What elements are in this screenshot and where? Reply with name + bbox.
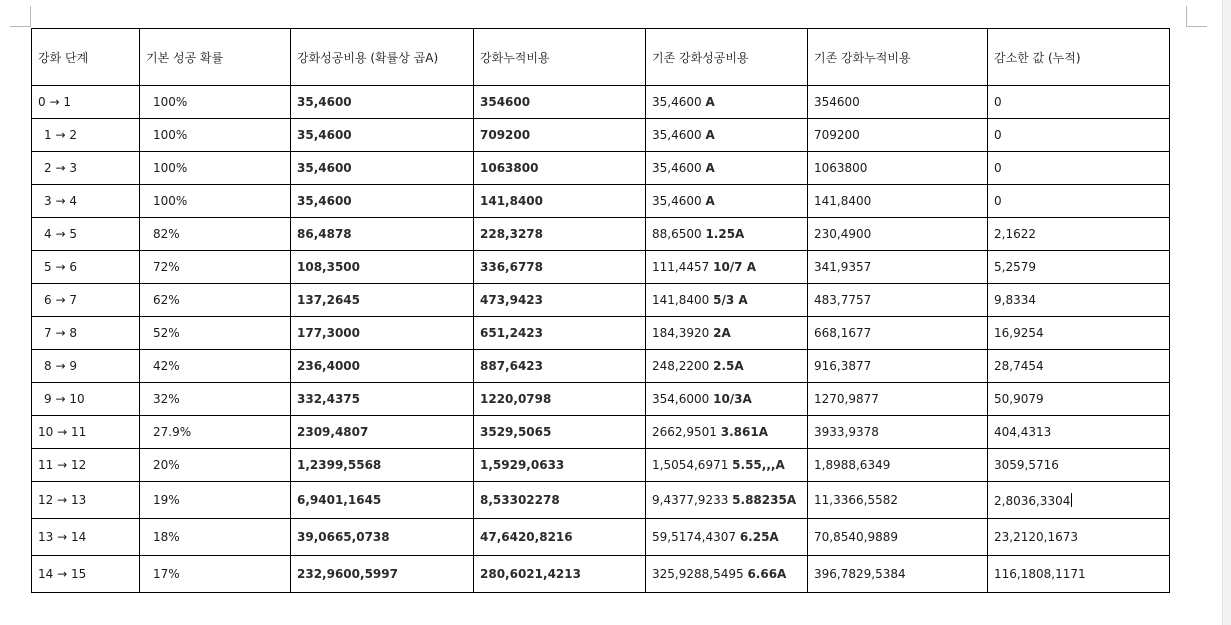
cell-success-cost[interactable]: 6,9401,1645	[291, 482, 474, 519]
cell-base-probability[interactable]: 82%	[140, 218, 291, 251]
old-cost-value: 184,3920	[652, 326, 710, 340]
cell-reduced-value[interactable]	[988, 284, 1170, 317]
cell-reduced-value[interactable]	[988, 519, 1170, 556]
old-cost-multiplier: 6.25A	[739, 530, 779, 544]
cell-cumulative-cost[interactable]: 3529,5065	[474, 416, 646, 449]
old-cost-multiplier: 2.5A	[713, 359, 744, 373]
cell-base-probability[interactable]: 72%	[140, 251, 291, 284]
cell-cumulative-cost[interactable]: 709200	[474, 119, 646, 152]
cell-cumulative-cost[interactable]: 651,2423	[474, 317, 646, 350]
cell-success-cost[interactable]: 108,3500	[291, 251, 474, 284]
old-cost-multiplier: A	[705, 194, 715, 208]
reduced-value-text: 116,1808,1171	[994, 567, 1086, 581]
cell-old-cumulative-cost[interactable]: 668,1677	[808, 317, 988, 350]
reduced-value-text: 50,9079	[994, 392, 1044, 406]
reduced-value-text: 0	[994, 194, 1002, 208]
cell-base-probability[interactable]: 100%	[140, 185, 291, 218]
cell-step[interactable]: 6 → 7	[32, 284, 140, 317]
cell-old-cumulative-cost[interactable]: 341,9357	[808, 251, 988, 284]
old-cost-value: 35,4600	[652, 128, 702, 142]
old-cost-multiplier: 1.25A	[705, 227, 745, 241]
cell-base-probability[interactable]: 32%	[140, 383, 291, 416]
old-cost-value: 141,8400	[652, 293, 710, 307]
table-row	[32, 449, 1170, 482]
cell-success-cost[interactable]: 35,4600	[291, 152, 474, 185]
old-cost-value: 9,4377,9233	[652, 493, 729, 507]
table-row	[32, 218, 1170, 251]
cell-reduced-value[interactable]	[988, 152, 1170, 185]
header-reduced-value[interactable]: 감소한 값 (누적)	[988, 29, 1170, 86]
old-cost-value: 2662,9501	[652, 425, 717, 439]
cell-base-probability[interactable]: 52%	[140, 317, 291, 350]
old-cost-value: 248,2200	[652, 359, 710, 373]
table-row	[32, 350, 1170, 383]
table-row	[32, 317, 1170, 350]
cell-old-success-cost[interactable]	[646, 251, 808, 284]
old-cost-multiplier: 3.861A	[720, 425, 768, 439]
old-cost-multiplier: A	[705, 128, 715, 142]
header-old-success-cost[interactable]: 기존 강화성공비용	[646, 29, 808, 86]
cell-step[interactable]: 3 → 4	[32, 185, 140, 218]
cell-base-probability[interactable]: 20%	[140, 449, 291, 482]
cell-step[interactable]: 9 → 10	[32, 383, 140, 416]
cell-old-success-cost[interactable]	[646, 350, 808, 383]
cell-success-cost[interactable]: 177,3000	[291, 317, 474, 350]
cell-step[interactable]: 14 → 15	[32, 556, 140, 593]
cell-old-success-cost[interactable]	[646, 416, 808, 449]
cell-reduced-value[interactable]	[988, 251, 1170, 284]
reduced-value-text: 9,8334	[994, 293, 1036, 307]
cell-success-cost[interactable]: 137,2645	[291, 284, 474, 317]
cell-old-cumulative-cost[interactable]: 1270,9877	[808, 383, 988, 416]
cell-success-cost[interactable]: 332,4375	[291, 383, 474, 416]
cell-cumulative-cost[interactable]: 228,3278	[474, 218, 646, 251]
cell-base-probability[interactable]: 42%	[140, 350, 291, 383]
cell-old-success-cost[interactable]	[646, 185, 808, 218]
cell-old-cumulative-cost[interactable]: 483,7757	[808, 284, 988, 317]
header-cumulative-cost[interactable]: 강화누적비용	[474, 29, 646, 86]
reduced-value-text: 0	[994, 161, 1002, 175]
reduced-value-text: 23,2120,1673	[994, 530, 1078, 544]
cell-old-success-cost[interactable]	[646, 317, 808, 350]
cell-cumulative-cost[interactable]: 280,6021,4213	[474, 556, 646, 593]
reduced-value-text: 16,9254	[994, 326, 1044, 340]
old-cost-multiplier: 10/7 A	[713, 260, 756, 274]
cell-success-cost[interactable]: 236,4000	[291, 350, 474, 383]
table-row	[32, 251, 1170, 284]
cell-success-cost[interactable]: 86,4878	[291, 218, 474, 251]
old-cost-value: 354,6000	[652, 392, 710, 406]
cell-old-cumulative-cost[interactable]: 709200	[808, 119, 988, 152]
table-row	[32, 383, 1170, 416]
old-cost-value: 59,5174,4307	[652, 530, 736, 544]
table-row	[32, 519, 1170, 556]
cell-base-probability[interactable]: 19%	[140, 482, 291, 519]
table-row	[32, 152, 1170, 185]
header-old-cumulative-cost[interactable]: 기존 강화누적비용	[808, 29, 988, 86]
old-cost-multiplier: 6.66A	[747, 567, 787, 581]
cell-reduced-value[interactable]	[988, 119, 1170, 152]
cell-reduced-value[interactable]	[988, 218, 1170, 251]
cell-cumulative-cost[interactable]: 1220,0798	[474, 383, 646, 416]
cell-reduced-value[interactable]	[988, 317, 1170, 350]
table-row	[32, 185, 1170, 218]
old-cost-value: 325,9288,5495	[652, 567, 744, 581]
cell-cumulative-cost[interactable]: 141,8400	[474, 185, 646, 218]
table-row	[32, 119, 1170, 152]
reduced-value-text: 0	[994, 128, 1002, 142]
old-cost-value: 1,5054,6971	[652, 458, 729, 472]
cell-reduced-value[interactable]	[988, 383, 1170, 416]
old-cost-multiplier: 10/3A	[713, 392, 752, 406]
cell-old-cumulative-cost[interactable]: 11,3366,5582	[808, 482, 988, 519]
reduced-value-text: 0	[994, 95, 1002, 109]
cell-base-probability[interactable]: 62%	[140, 284, 291, 317]
table-row	[32, 416, 1170, 449]
cell-success-cost[interactable]: 35,4600	[291, 185, 474, 218]
cell-step[interactable]: 0 → 1	[32, 86, 140, 119]
reduced-value-text: 3059,5716	[994, 458, 1059, 472]
cell-old-cumulative-cost[interactable]: 1,8988,6349	[808, 449, 988, 482]
cell-old-cumulative-cost[interactable]: 916,3877	[808, 350, 988, 383]
cell-cumulative-cost[interactable]: 1,5929,0633	[474, 449, 646, 482]
cell-old-success-cost[interactable]	[646, 519, 808, 556]
cell-cumulative-cost[interactable]: 887,6423	[474, 350, 646, 383]
old-cost-multiplier: A	[705, 161, 715, 175]
cell-base-probability[interactable]: 17%	[140, 556, 291, 593]
cell-old-success-cost[interactable]	[646, 152, 808, 185]
old-cost-value: 88,6500	[652, 227, 702, 241]
old-cost-multiplier: 2A	[713, 326, 731, 340]
cell-old-success-cost[interactable]	[646, 218, 808, 251]
cell-reduced-value[interactable]	[988, 556, 1170, 593]
cell-step[interactable]: 12 → 13	[32, 482, 140, 519]
cell-cumulative-cost[interactable]: 47,6420,8216	[474, 519, 646, 556]
cell-reduced-value[interactable]	[988, 449, 1170, 482]
reduced-value-text: 2,8036,3304	[994, 493, 1071, 508]
cell-step[interactable]: 11 → 12	[32, 449, 140, 482]
cell-old-success-cost[interactable]	[646, 556, 808, 593]
old-cost-value: 111,4457	[652, 260, 710, 274]
table-row	[32, 86, 1170, 119]
page-corner-mark-right	[1186, 6, 1207, 27]
reduced-value-text: 2,1622	[994, 227, 1036, 241]
cell-old-cumulative-cost[interactable]: 354600	[808, 86, 988, 119]
cell-old-cumulative-cost[interactable]: 141,8400	[808, 185, 988, 218]
table-row	[32, 556, 1170, 593]
cell-step[interactable]: 8 → 9	[32, 350, 140, 383]
cell-old-cumulative-cost[interactable]: 3933,9378	[808, 416, 988, 449]
old-cost-multiplier: 5/3 A	[713, 293, 748, 307]
text-cursor	[1071, 493, 1072, 507]
cell-reduced-value[interactable]	[988, 185, 1170, 218]
cell-old-cumulative-cost[interactable]: 230,4900	[808, 218, 988, 251]
cell-reduced-value[interactable]	[988, 416, 1170, 449]
cell-step[interactable]: 13 → 14	[32, 519, 140, 556]
cell-step[interactable]: 1 → 2	[32, 119, 140, 152]
header-step[interactable]: 강화 단계	[32, 29, 140, 86]
old-cost-value: 35,4600	[652, 95, 702, 109]
cell-success-cost[interactable]: 39,0665,0738	[291, 519, 474, 556]
cell-base-probability[interactable]: 100%	[140, 152, 291, 185]
cell-success-cost[interactable]: 2309,4807	[291, 416, 474, 449]
old-cost-value: 35,4600	[652, 194, 702, 208]
header-success-cost[interactable]: 강화성공비용 (확률상 곱A)	[291, 29, 474, 86]
cell-reduced-value[interactable]	[988, 482, 1170, 519]
header-base-probability[interactable]: 기본 성공 확률	[140, 29, 291, 86]
cell-old-cumulative-cost[interactable]: 396,7829,5384	[808, 556, 988, 593]
header-row	[32, 29, 1170, 86]
cell-base-probability[interactable]: 100%	[140, 86, 291, 119]
old-cost-multiplier: A	[705, 95, 715, 109]
cell-cumulative-cost[interactable]: 336,6778	[474, 251, 646, 284]
cell-reduced-value[interactable]	[988, 86, 1170, 119]
cell-success-cost[interactable]: 1,2399,5568	[291, 449, 474, 482]
cell-old-success-cost[interactable]	[646, 449, 808, 482]
reduced-value-text: 5,2579	[994, 260, 1036, 274]
cell-base-probability[interactable]: 27.9%	[140, 416, 291, 449]
cell-old-success-cost[interactable]	[646, 482, 808, 519]
cell-step[interactable]: 7 → 8	[32, 317, 140, 350]
old-cost-multiplier: 5.55,,,A	[732, 458, 785, 472]
cell-old-cumulative-cost[interactable]: 1063800	[808, 152, 988, 185]
cell-old-cumulative-cost[interactable]: 70,8540,9889	[808, 519, 988, 556]
cell-step[interactable]: 4 → 5	[32, 218, 140, 251]
page-corner-mark-left	[10, 6, 31, 27]
old-cost-multiplier: 5.88235A	[732, 493, 797, 507]
cell-step[interactable]: 5 → 6	[32, 251, 140, 284]
cell-success-cost[interactable]: 35,4600	[291, 86, 474, 119]
cell-cumulative-cost[interactable]: 8,53302278	[474, 482, 646, 519]
cell-base-probability[interactable]: 100%	[140, 119, 291, 152]
table-row	[32, 482, 1170, 519]
cell-step[interactable]: 10 → 11	[32, 416, 140, 449]
cell-success-cost[interactable]: 232,9600,5997	[291, 556, 474, 593]
cell-old-success-cost[interactable]	[646, 119, 808, 152]
enhancement-cost-table	[31, 28, 1170, 593]
reduced-value-text: 28,7454	[994, 359, 1044, 373]
cell-base-probability[interactable]: 18%	[140, 519, 291, 556]
cell-success-cost[interactable]: 35,4600	[291, 119, 474, 152]
cell-old-success-cost[interactable]	[646, 86, 808, 119]
cell-step[interactable]: 2 → 3	[32, 152, 140, 185]
cell-cumulative-cost[interactable]: 1063800	[474, 152, 646, 185]
cell-cumulative-cost[interactable]: 354600	[474, 86, 646, 119]
scrollbar-track[interactable]	[1222, 0, 1231, 625]
table-row	[32, 284, 1170, 317]
cell-reduced-value[interactable]	[988, 350, 1170, 383]
cell-cumulative-cost[interactable]: 473,9423	[474, 284, 646, 317]
table-body	[32, 86, 1170, 593]
cell-old-success-cost[interactable]	[646, 383, 808, 416]
cell-old-success-cost[interactable]	[646, 284, 808, 317]
old-cost-value: 35,4600	[652, 161, 702, 175]
reduced-value-text: 404,4313	[994, 425, 1052, 439]
